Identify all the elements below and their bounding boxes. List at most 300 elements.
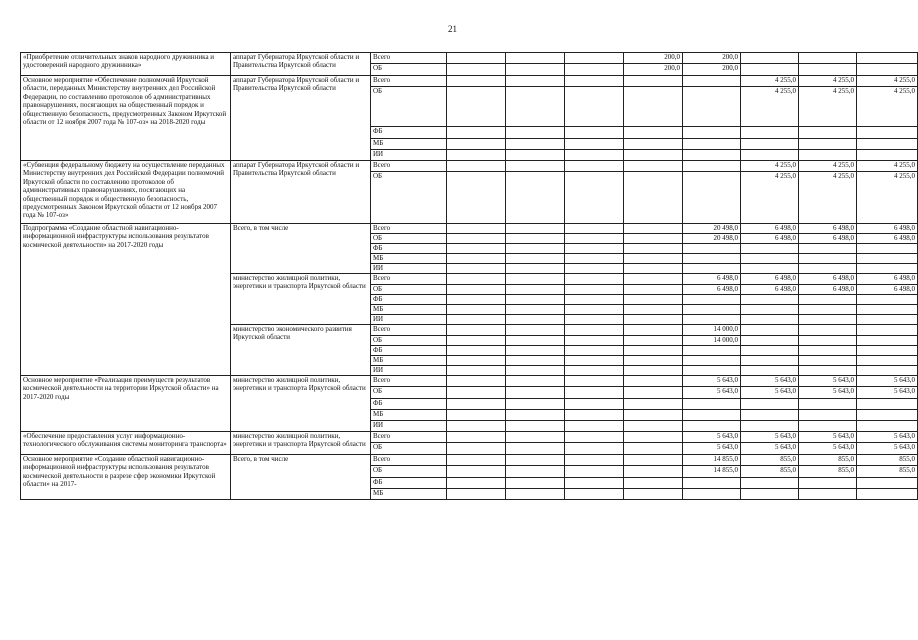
amount-cell — [565, 455, 624, 466]
amount-cell — [741, 305, 799, 315]
amount-cell: 5 643,0 — [799, 376, 857, 387]
amount-cell — [624, 87, 683, 127]
amount-cell: 14 855,0 — [683, 466, 741, 478]
amount-cell — [506, 172, 565, 224]
program-name-cell: Основное мероприятие «Обеспечение полномочий Иркутской области, переданных Министерству внутренних дел Российской Федерации, по составлению протоколов об административных правонарушениях, посягающих на общественный порядок и общественную безопасность, предусмотренных Законом Иркутской области от 12 ноября 2007 года № 107-оз» на 2018-2020 годы — [21, 76, 231, 161]
funding-source-cell: Всего — [371, 455, 447, 466]
executor-cell: министерство экономического развития Иркутской области — [231, 325, 371, 376]
amount-cell — [741, 325, 799, 336]
amount-cell — [506, 315, 565, 325]
funding-source-cell: ФБ — [371, 244, 447, 254]
funding-source-cell: ОБ — [371, 387, 447, 399]
amount-cell — [683, 264, 741, 274]
amount-cell — [683, 87, 741, 127]
amount-cell — [857, 127, 918, 139]
amount-cell — [683, 139, 741, 150]
amount-cell: 4 255,0 — [799, 161, 857, 172]
amount-cell — [624, 489, 683, 500]
amount-cell — [741, 399, 799, 410]
amount-cell: 14 855,0 — [683, 455, 741, 466]
funding-source-cell: Всего — [371, 376, 447, 387]
amount-cell: 6 498,0 — [799, 224, 857, 234]
funding-source-cell: Всего — [371, 432, 447, 443]
amount-cell — [447, 53, 506, 64]
executor-cell: аппарат Губернатора Иркутской области и Правительства Иркутской области — [231, 53, 371, 76]
amount-cell — [447, 87, 506, 127]
amount-cell — [447, 64, 506, 76]
amount-cell: 4 255,0 — [857, 161, 918, 172]
amount-cell: 5 643,0 — [683, 376, 741, 387]
amount-cell — [799, 295, 857, 305]
amount-cell — [565, 76, 624, 87]
amount-cell — [741, 295, 799, 305]
amount-cell — [799, 64, 857, 76]
amount-cell: 6 498,0 — [799, 234, 857, 244]
amount-cell: 855,0 — [857, 455, 918, 466]
amount-cell — [506, 224, 565, 234]
amount-cell: 6 498,0 — [741, 285, 799, 295]
amount-cell: 6 498,0 — [683, 285, 741, 295]
amount-cell — [447, 127, 506, 139]
amount-cell — [683, 366, 741, 376]
amount-cell — [799, 150, 857, 161]
amount-cell — [447, 285, 506, 295]
amount-cell — [683, 150, 741, 161]
amount-cell — [624, 244, 683, 254]
amount-cell — [741, 366, 799, 376]
amount-cell — [565, 432, 624, 443]
amount-cell — [447, 264, 506, 274]
amount-cell — [447, 305, 506, 315]
amount-cell — [506, 356, 565, 366]
amount-cell: 6 498,0 — [857, 285, 918, 295]
funding-source-cell: ИИ — [371, 150, 447, 161]
amount-cell — [447, 76, 506, 87]
amount-cell — [506, 325, 565, 336]
amount-cell — [506, 376, 565, 387]
amount-cell — [506, 127, 565, 139]
amount-cell — [447, 387, 506, 399]
table-row — [21, 376, 918, 387]
amount-cell — [506, 366, 565, 376]
amount-cell — [683, 489, 741, 500]
amount-cell — [506, 244, 565, 254]
amount-cell — [624, 346, 683, 356]
amount-cell — [565, 478, 624, 489]
amount-cell — [624, 76, 683, 87]
amount-cell — [624, 305, 683, 315]
amount-cell — [857, 399, 918, 410]
amount-cell — [799, 53, 857, 64]
amount-cell — [447, 295, 506, 305]
amount-cell — [683, 410, 741, 421]
funding-source-cell: ОБ — [371, 64, 447, 76]
amount-cell — [683, 295, 741, 305]
amount-cell — [624, 376, 683, 387]
amount-cell — [799, 366, 857, 376]
amount-cell — [683, 161, 741, 172]
amount-cell — [857, 139, 918, 150]
funding-source-cell: МБ — [371, 305, 447, 315]
executor-cell: аппарат Губернатора Иркутской области и Правительства Иркутской области — [231, 76, 371, 161]
amount-cell — [624, 455, 683, 466]
amount-cell — [624, 421, 683, 432]
amount-cell — [506, 274, 565, 285]
amount-cell: 5 643,0 — [683, 432, 741, 443]
amount-cell — [857, 421, 918, 432]
amount-cell — [624, 387, 683, 399]
amount-cell — [447, 356, 506, 366]
amount-cell — [506, 443, 565, 455]
amount-cell: 200,0 — [624, 53, 683, 64]
amount-cell — [565, 64, 624, 76]
amount-cell — [857, 244, 918, 254]
amount-cell — [506, 53, 565, 64]
table-row — [21, 432, 918, 443]
amount-cell — [799, 421, 857, 432]
amount-cell — [683, 399, 741, 410]
amount-cell — [506, 410, 565, 421]
amount-cell — [565, 150, 624, 161]
amount-cell: 4 255,0 — [799, 172, 857, 224]
amount-cell — [447, 478, 506, 489]
funding-source-cell: ОБ — [371, 234, 447, 244]
amount-cell: 200,0 — [624, 64, 683, 76]
table-row — [21, 455, 918, 466]
amount-cell: 6 498,0 — [857, 224, 918, 234]
funding-source-cell: МБ — [371, 489, 447, 500]
amount-cell — [506, 421, 565, 432]
amount-cell — [741, 336, 799, 346]
amount-cell — [506, 346, 565, 356]
amount-cell — [506, 336, 565, 346]
amount-cell — [624, 161, 683, 172]
amount-cell — [741, 489, 799, 500]
amount-cell: 200,0 — [683, 53, 741, 64]
amount-cell — [857, 489, 918, 500]
funding-source-cell: ФБ — [371, 399, 447, 410]
amount-cell — [565, 127, 624, 139]
amount-cell: 5 643,0 — [857, 376, 918, 387]
amount-cell — [506, 264, 565, 274]
funding-source-cell: ОБ — [371, 466, 447, 478]
executor-cell: министерство жилищной политики, энергетики и транспорта Иркутской области — [231, 376, 371, 432]
amount-cell: 855,0 — [857, 466, 918, 478]
amount-cell — [565, 295, 624, 305]
amount-cell — [506, 466, 565, 478]
amount-cell — [447, 376, 506, 387]
amount-cell — [565, 305, 624, 315]
amount-cell — [624, 234, 683, 244]
amount-cell — [565, 53, 624, 64]
amount-cell — [565, 356, 624, 366]
amount-cell: 5 643,0 — [857, 387, 918, 399]
amount-cell: 4 255,0 — [799, 76, 857, 87]
table-row — [21, 53, 918, 64]
funding-source-cell: Всего — [371, 161, 447, 172]
amount-cell — [565, 336, 624, 346]
amount-cell: 855,0 — [799, 455, 857, 466]
amount-cell — [565, 489, 624, 500]
amount-cell: 6 498,0 — [857, 274, 918, 285]
amount-cell — [799, 305, 857, 315]
amount-cell: 5 643,0 — [683, 387, 741, 399]
amount-cell — [447, 150, 506, 161]
funding-source-cell: ОБ — [371, 87, 447, 127]
amount-cell — [506, 64, 565, 76]
amount-cell: 5 643,0 — [799, 387, 857, 399]
amount-cell — [857, 356, 918, 366]
amount-cell — [857, 366, 918, 376]
amount-cell — [624, 139, 683, 150]
amount-cell — [624, 254, 683, 264]
amount-cell — [624, 127, 683, 139]
program-name-cell: Основное мероприятие «Реализация преимуществ результатов космической деятельности на территории Иркутской области» на 2017-2020 годы — [21, 376, 231, 432]
funding-source-cell: ИИ — [371, 315, 447, 325]
funding-source-cell: МБ — [371, 139, 447, 150]
amount-cell — [799, 399, 857, 410]
amount-cell — [565, 274, 624, 285]
amount-cell — [624, 172, 683, 224]
amount-cell — [683, 76, 741, 87]
amount-cell — [624, 432, 683, 443]
executor-cell: аппарат Губернатора Иркутской области и Правительства Иркутской области — [231, 161, 371, 224]
amount-cell: 20 498,0 — [683, 224, 741, 234]
amount-cell: 4 255,0 — [857, 87, 918, 127]
program-name-cell: «Обеспечение предоставления услуг информационно-технологического обслуживания системы мониторинга транспорта» — [21, 432, 231, 455]
amount-cell — [624, 410, 683, 421]
executor-cell: министерство жилищной политики, энергетики и транспорта Иркутской области — [231, 274, 371, 325]
amount-cell — [624, 224, 683, 234]
executor-cell: Всего, в том числе — [231, 224, 371, 274]
funding-source-cell: Всего — [371, 76, 447, 87]
amount-cell — [799, 139, 857, 150]
amount-cell: 4 255,0 — [857, 172, 918, 224]
amount-cell — [506, 478, 565, 489]
amount-cell — [857, 325, 918, 336]
amount-cell — [565, 346, 624, 356]
amount-cell — [683, 254, 741, 264]
amount-cell — [799, 315, 857, 325]
amount-cell — [447, 489, 506, 500]
amount-cell — [857, 336, 918, 346]
amount-cell — [741, 64, 799, 76]
amount-cell — [799, 264, 857, 274]
amount-cell: 5 643,0 — [741, 376, 799, 387]
amount-cell — [447, 244, 506, 254]
amount-cell — [506, 455, 565, 466]
amount-cell — [506, 489, 565, 500]
funding-source-cell: Всего — [371, 224, 447, 234]
amount-cell: 855,0 — [741, 455, 799, 466]
program-name-cell: Основное мероприятие «Создание областной навигационно-информационной инфраструктуры использования результатов космической деятельности в разрезе сфер экономики Иркутской области» на 2017- — [21, 455, 231, 500]
amount-cell — [624, 443, 683, 455]
amount-cell: 5 643,0 — [741, 387, 799, 399]
amount-cell — [624, 356, 683, 366]
amount-cell — [624, 325, 683, 336]
budget-table — [20, 52, 918, 500]
amount-cell — [799, 356, 857, 366]
amount-cell — [857, 410, 918, 421]
amount-cell — [799, 346, 857, 356]
amount-cell — [741, 244, 799, 254]
funding-source-cell: МБ — [371, 410, 447, 421]
amount-cell — [447, 346, 506, 356]
amount-cell — [799, 336, 857, 346]
funding-source-cell: ФБ — [371, 127, 447, 139]
funding-source-cell: ОБ — [371, 336, 447, 346]
funding-source-cell: Всего — [371, 53, 447, 64]
table-row — [21, 161, 918, 172]
amount-cell — [506, 87, 565, 127]
amount-cell — [447, 410, 506, 421]
amount-cell — [683, 346, 741, 356]
amount-cell — [624, 366, 683, 376]
amount-cell — [741, 53, 799, 64]
page-number: 21 — [448, 24, 457, 34]
amount-cell — [683, 244, 741, 254]
executor-cell: Всего, в том числе — [231, 455, 371, 500]
funding-source-cell: МБ — [371, 254, 447, 264]
amount-cell — [799, 244, 857, 254]
amount-cell — [741, 478, 799, 489]
amount-cell — [565, 139, 624, 150]
amount-cell — [447, 172, 506, 224]
amount-cell: 5 643,0 — [857, 432, 918, 443]
amount-cell — [447, 466, 506, 478]
amount-cell — [741, 127, 799, 139]
amount-cell — [624, 264, 683, 274]
amount-cell: 6 498,0 — [741, 224, 799, 234]
amount-cell — [683, 305, 741, 315]
amount-cell — [624, 285, 683, 295]
amount-cell — [565, 285, 624, 295]
amount-cell: 855,0 — [741, 466, 799, 478]
funding-source-cell: ОБ — [371, 172, 447, 224]
funding-source-cell: Всего — [371, 325, 447, 336]
amount-cell — [741, 356, 799, 366]
amount-cell — [506, 285, 565, 295]
amount-cell — [506, 295, 565, 305]
amount-cell — [683, 478, 741, 489]
amount-cell — [565, 325, 624, 336]
amount-cell — [799, 127, 857, 139]
amount-cell: 855,0 — [799, 466, 857, 478]
amount-cell — [506, 150, 565, 161]
amount-cell — [624, 478, 683, 489]
amount-cell — [741, 150, 799, 161]
amount-cell — [857, 305, 918, 315]
amount-cell — [506, 305, 565, 315]
amount-cell — [683, 172, 741, 224]
amount-cell: 6 498,0 — [741, 274, 799, 285]
amount-cell — [565, 87, 624, 127]
amount-cell: 6 498,0 — [799, 285, 857, 295]
amount-cell — [624, 399, 683, 410]
amount-cell — [447, 234, 506, 244]
amount-cell — [683, 356, 741, 366]
funding-source-cell: ФБ — [371, 346, 447, 356]
amount-cell — [506, 254, 565, 264]
amount-cell: 6 498,0 — [741, 234, 799, 244]
amount-cell — [857, 150, 918, 161]
amount-cell — [447, 161, 506, 172]
amount-cell: 5 643,0 — [799, 443, 857, 455]
amount-cell — [799, 478, 857, 489]
program-name-cell: «Субвенция федеральному бюджету на осуществление переданных Министерству внутренних дел Российской Федерации полномочий Иркутской области по составлению протоколов об административных правонарушениях, посягающих на общественный порядок и общественную безопасность, предусмотренных Законом Иркутской области от 12 ноября 2007 года № 107-оз» — [21, 161, 231, 224]
amount-cell — [506, 139, 565, 150]
amount-cell — [506, 76, 565, 87]
amount-cell — [857, 64, 918, 76]
amount-cell: 20 498,0 — [683, 234, 741, 244]
amount-cell — [447, 455, 506, 466]
amount-cell — [447, 399, 506, 410]
amount-cell — [857, 346, 918, 356]
amount-cell: 6 498,0 — [799, 274, 857, 285]
amount-cell — [741, 410, 799, 421]
amount-cell — [799, 254, 857, 264]
amount-cell — [624, 315, 683, 325]
amount-cell — [565, 399, 624, 410]
amount-cell — [565, 421, 624, 432]
amount-cell — [741, 264, 799, 274]
amount-cell: 4 255,0 — [741, 87, 799, 127]
amount-cell — [741, 254, 799, 264]
amount-cell — [565, 161, 624, 172]
table-row — [21, 76, 918, 87]
amount-cell — [624, 466, 683, 478]
amount-cell — [565, 244, 624, 254]
amount-cell — [447, 336, 506, 346]
amount-cell — [565, 224, 624, 234]
amount-cell — [506, 399, 565, 410]
amount-cell — [447, 443, 506, 455]
amount-cell — [565, 376, 624, 387]
amount-cell — [565, 234, 624, 244]
amount-cell: 4 255,0 — [741, 76, 799, 87]
amount-cell — [624, 274, 683, 285]
amount-cell — [799, 325, 857, 336]
amount-cell — [506, 432, 565, 443]
amount-cell — [506, 234, 565, 244]
amount-cell — [565, 443, 624, 455]
amount-cell — [624, 295, 683, 305]
amount-cell — [857, 315, 918, 325]
amount-cell: 14 000,0 — [683, 325, 741, 336]
amount-cell — [447, 325, 506, 336]
amount-cell — [565, 410, 624, 421]
amount-cell — [565, 254, 624, 264]
amount-cell — [624, 150, 683, 161]
amount-cell — [447, 315, 506, 325]
funding-source-cell: ИИ — [371, 264, 447, 274]
amount-cell — [565, 366, 624, 376]
amount-cell — [857, 53, 918, 64]
amount-cell — [857, 478, 918, 489]
amount-cell — [447, 421, 506, 432]
amount-cell — [683, 421, 741, 432]
amount-cell — [741, 139, 799, 150]
amount-cell — [447, 432, 506, 443]
funding-source-cell: ИИ — [371, 421, 447, 432]
table-row — [21, 224, 918, 234]
amount-cell — [447, 224, 506, 234]
amount-cell: 4 255,0 — [857, 76, 918, 87]
amount-cell: 5 643,0 — [857, 443, 918, 455]
amount-cell — [447, 254, 506, 264]
amount-cell: 5 643,0 — [741, 443, 799, 455]
amount-cell: 4 255,0 — [741, 161, 799, 172]
